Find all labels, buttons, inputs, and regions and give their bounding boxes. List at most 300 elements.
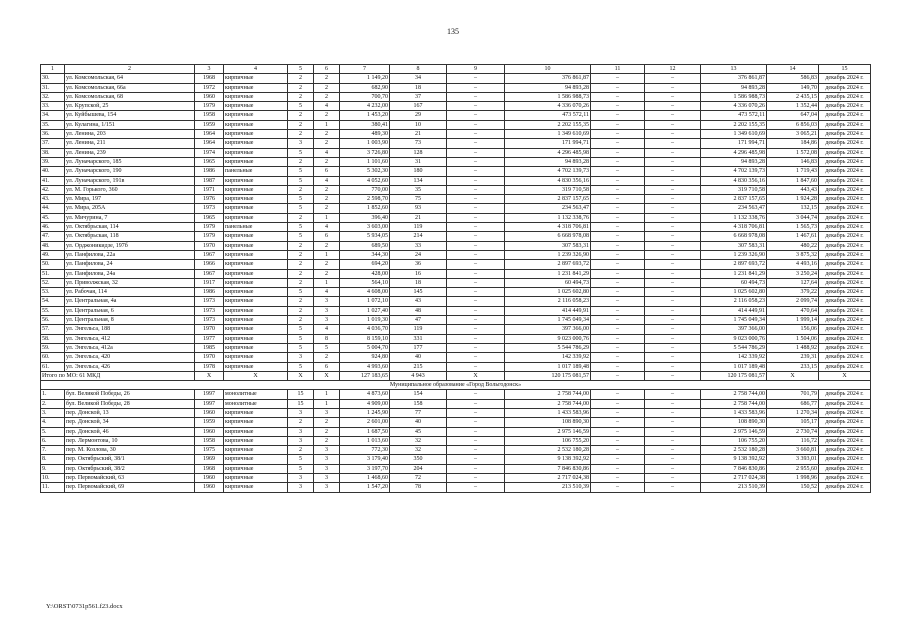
table-cell: 1979 (195, 232, 224, 241)
table-cell: 1 719,43 (767, 167, 819, 176)
table-cell: 1974 (195, 148, 224, 157)
table-cell: – (645, 269, 701, 278)
table-cell: – (591, 325, 645, 334)
table-cell: 2 099,74 (767, 297, 819, 306)
table-cell: – (645, 148, 701, 157)
table-cell: 5 (288, 334, 314, 343)
table-cell: 3 (314, 483, 340, 492)
table-cell: – (645, 213, 701, 222)
table-cell: 2 (288, 111, 314, 120)
table-cell: – (645, 241, 701, 250)
table-cell: 1997 (195, 399, 224, 408)
table-cell: 60. (41, 353, 65, 362)
table-row (41, 241, 871, 250)
table-cell: – (645, 418, 701, 427)
table-cell: 3 065,21 (767, 130, 819, 139)
table-cell: 4 (314, 223, 340, 232)
table-cell: 43. (41, 195, 65, 204)
header-row (41, 65, 871, 74)
table-cell: 1 132 338,76 (505, 213, 591, 222)
section-row (41, 381, 871, 390)
table-cell: 1960 (195, 92, 224, 101)
table-cell: декабрь 2024 г. (819, 232, 871, 241)
table-row (41, 427, 871, 436)
table-cell: 1972 (195, 83, 224, 92)
table-cell: 6 856,03 (767, 120, 819, 129)
table-cell: 1 504,06 (767, 334, 819, 343)
table-body-part2 (41, 390, 871, 492)
table-cell: – (591, 148, 645, 157)
column-header: 1 (41, 65, 65, 74)
table-cell: 39. (41, 157, 65, 166)
table-cell: – (645, 223, 701, 232)
table-cell: ул. Ленина, 239 (65, 148, 195, 157)
table-cell: – (645, 185, 701, 194)
table-row (41, 353, 871, 362)
table-cell: 307 583,31 (505, 241, 591, 250)
table-cell: 57. (41, 325, 65, 334)
table-cell: 48 (390, 306, 447, 315)
table-cell: 3 197,70 (340, 464, 390, 473)
table-cell: 2 (314, 260, 340, 269)
table-cell: 396,40 (340, 213, 390, 222)
table-cell: ул. Панфилова, 24 (65, 260, 195, 269)
footer-file-path: Y:\ORST\0731p561.f23.docx (46, 603, 123, 610)
column-header: 2 (65, 65, 195, 74)
table-cell: – (645, 288, 701, 297)
table-cell: 1 349 610,69 (701, 130, 767, 139)
table-row (41, 167, 871, 176)
table-cell: 2 (288, 83, 314, 92)
table-cell: 1973 (195, 297, 224, 306)
table-cell: 5 (288, 455, 314, 464)
table-cell: – (447, 278, 505, 287)
table-cell: – (591, 334, 645, 343)
table-cell: – (591, 483, 645, 492)
table-cell: 154 (390, 390, 447, 399)
table-cell: ул. Энгельса, 420 (65, 353, 195, 362)
table-cell: 647,04 (767, 111, 819, 120)
table-cell: – (447, 399, 505, 408)
table-row (41, 408, 871, 417)
table-cell: – (447, 102, 505, 111)
table-cell: кирпичные (224, 483, 288, 492)
table-cell: 2 532 180,28 (505, 446, 591, 455)
table-cell: 3 (314, 446, 340, 455)
table-row (41, 148, 871, 157)
table-cell: 1970 (195, 353, 224, 362)
table-cell: кирпичные (224, 74, 288, 83)
table-cell: ул. Центральная, 4а (65, 297, 195, 306)
table-cell: 7 846 830,86 (505, 464, 591, 473)
table-cell: – (447, 464, 505, 473)
table-cell: 2 717 024,38 (505, 474, 591, 483)
table-cell: 45 (390, 427, 447, 436)
table-cell: 4 296 485,98 (505, 148, 591, 157)
total-cell: X (288, 371, 314, 380)
table-cell: 2 116 058,23 (701, 297, 767, 306)
table-cell: декабрь 2024 г. (819, 102, 871, 111)
table-cell: 2 202 155,35 (505, 120, 591, 129)
table-cell: кирпичные (224, 130, 288, 139)
table-cell: 1986 (195, 167, 224, 176)
table-cell: 24 (390, 250, 447, 259)
table-cell: – (447, 455, 505, 464)
table-cell: – (591, 455, 645, 464)
table-cell: – (645, 325, 701, 334)
table-cell: 37 (390, 92, 447, 101)
table-cell: 158 (390, 399, 447, 408)
table-cell: 1968 (195, 464, 224, 473)
table-cell: декабрь 2024 г. (819, 343, 871, 352)
table-cell: 156,06 (767, 325, 819, 334)
table-cell: декабрь 2024 г. (819, 455, 871, 464)
total-cell: X (224, 371, 288, 380)
table-cell: 2 601,00 (340, 418, 390, 427)
table-cell: – (645, 399, 701, 408)
table-cell: 150,52 (767, 483, 819, 492)
table-row (41, 232, 871, 241)
table-cell: 3 (314, 306, 340, 315)
table-cell: 3 (314, 316, 340, 325)
table-cell: – (447, 223, 505, 232)
table-cell: – (645, 353, 701, 362)
table-cell: монолитные (224, 390, 288, 399)
table-cell: пер. Донской, 46 (65, 427, 195, 436)
table-row (41, 195, 871, 204)
table-cell: монолитные (224, 399, 288, 408)
table-cell: 11. (41, 483, 65, 492)
table-body-part1 (41, 74, 871, 372)
table-cell: 105,17 (767, 418, 819, 427)
table-cell: 3 179,40 (340, 455, 390, 464)
table-cell: 1969 (195, 455, 224, 464)
table-cell: 93 (390, 204, 447, 213)
table-cell: 1985 (195, 343, 224, 352)
table-cell: 38. (41, 148, 65, 157)
table-row (41, 92, 871, 101)
total-row-group (41, 371, 871, 390)
table-cell: – (591, 446, 645, 455)
table-cell: 5 (288, 195, 314, 204)
column-header: 8 (390, 65, 447, 74)
table-cell: 2 837 157,65 (701, 195, 767, 204)
table-cell: 1 745 049,34 (701, 316, 767, 325)
table-cell: – (447, 195, 505, 204)
table-cell: кирпичные (224, 362, 288, 371)
table-cell: 94 893,28 (701, 83, 767, 92)
table-cell: 42. (41, 185, 65, 194)
table-cell: 2 (288, 185, 314, 194)
table-cell: 15 (288, 390, 314, 399)
table-cell: 5 (288, 167, 314, 176)
table-cell: декабрь 2024 г. (819, 130, 871, 139)
table-cell: 1 (314, 213, 340, 222)
table-row (41, 297, 871, 306)
table-cell: 4 993,60 (340, 362, 390, 371)
table-cell: 443,43 (767, 185, 819, 194)
table-cell: 119 (390, 223, 447, 232)
table-cell: декабрь 2024 г. (819, 483, 871, 492)
table-cell: – (645, 204, 701, 213)
table-cell: 106 755,20 (505, 436, 591, 445)
table-cell: ул. Орджоникидзе, 197б (65, 241, 195, 250)
table-cell: – (645, 278, 701, 287)
table-cell: кирпичные (224, 455, 288, 464)
table-cell: 2 (314, 204, 340, 213)
table-cell: 1 453,20 (340, 111, 390, 120)
column-header: 9 (447, 65, 505, 74)
table-cell: декабрь 2024 г. (819, 390, 871, 399)
table-cell: – (591, 260, 645, 269)
table-cell: – (447, 446, 505, 455)
table-cell: 4 702 139,73 (505, 167, 591, 176)
table-cell: 214 (390, 232, 447, 241)
table-cell: ул. Крупской, 25 (65, 102, 195, 111)
table-cell: 2 (288, 92, 314, 101)
table-cell: 2 (288, 269, 314, 278)
table-cell: – (645, 167, 701, 176)
table-cell: 4 232,00 (340, 102, 390, 111)
table-cell: пер. Октябрьский, 38/1 (65, 455, 195, 464)
table-cell: ул. Энгельса, 412а (65, 343, 195, 352)
table-cell: декабрь 2024 г. (819, 195, 871, 204)
table-cell: декабрь 2024 г. (819, 316, 871, 325)
table-cell: 1 572,08 (767, 148, 819, 157)
table-cell: 2 (314, 130, 340, 139)
table-cell: кирпичные (224, 408, 288, 417)
table-cell: – (447, 427, 505, 436)
table-cell: кирпичные (224, 334, 288, 343)
table-cell: 3 (288, 408, 314, 417)
table-cell: – (591, 343, 645, 352)
table-cell: 772,30 (340, 446, 390, 455)
table-cell: – (645, 260, 701, 269)
table-cell: кирпичные (224, 316, 288, 325)
table-cell: декабрь 2024 г. (819, 464, 871, 473)
table-cell: 1 239 326,90 (505, 250, 591, 259)
table-cell: кирпичные (224, 213, 288, 222)
table-cell: ул. Мичурина, 7 (65, 213, 195, 222)
table-cell: 7. (41, 446, 65, 455)
table-cell: 16 (390, 269, 447, 278)
table-cell: 119 (390, 325, 447, 334)
table-cell: – (645, 362, 701, 371)
table-cell: 149,70 (767, 83, 819, 92)
table-cell: – (645, 111, 701, 120)
table-cell: декабрь 2024 г. (819, 139, 871, 148)
table-cell: кирпичные (224, 297, 288, 306)
table-cell: кирпичные (224, 288, 288, 297)
table-cell: – (645, 436, 701, 445)
table-cell: 428,00 (340, 269, 390, 278)
table-cell: 4 (314, 148, 340, 157)
table-cell: панельные (224, 167, 288, 176)
table-cell: 6 (314, 232, 340, 241)
table-cell: – (591, 408, 645, 417)
table-cell: 3 875,32 (767, 250, 819, 259)
table-cell: кирпичные (224, 474, 288, 483)
table-cell: ул. Луначарского, 191в (65, 176, 195, 185)
table-cell: 54. (41, 297, 65, 306)
table-cell: – (645, 157, 701, 166)
table-cell: 2 (314, 269, 340, 278)
table-cell: пер. Первомайский, 69 (65, 483, 195, 492)
table-cell: 1959 (195, 120, 224, 129)
table-cell: 60 494,73 (701, 278, 767, 287)
table-cell: 1966 (195, 260, 224, 269)
table-cell: – (645, 455, 701, 464)
table-cell: 307 583,31 (701, 241, 767, 250)
table-row (41, 325, 871, 334)
table-cell: 4. (41, 418, 65, 427)
table-cell: 3 (288, 483, 314, 492)
table-cell: декабрь 2024 г. (819, 241, 871, 250)
table-cell: 9 138 392,92 (505, 455, 591, 464)
table-cell: 9 023 000,76 (701, 334, 767, 343)
table-cell: – (447, 92, 505, 101)
table-cell: 177 (390, 343, 447, 352)
table-cell: 4 873,60 (340, 390, 390, 399)
table-cell: 35 (390, 185, 447, 194)
table-cell: 1965 (195, 157, 224, 166)
table-cell: 2 (288, 120, 314, 129)
table-cell: – (447, 176, 505, 185)
table-cell: 1967 (195, 269, 224, 278)
table-cell: – (447, 390, 505, 399)
table-cell: 4 702 139,73 (701, 167, 767, 176)
table-cell: 1960 (195, 483, 224, 492)
table-cell: – (447, 474, 505, 483)
table-row (41, 102, 871, 111)
table-cell: 1959 (195, 418, 224, 427)
table-cell: кирпичные (224, 269, 288, 278)
table-cell: 6 (314, 167, 340, 176)
table-cell: 2 (288, 306, 314, 315)
table-cell: – (591, 362, 645, 371)
table-cell: 94 893,28 (701, 157, 767, 166)
table-cell: 4 608,00 (340, 288, 390, 297)
table-cell: 2 975 146,59 (701, 427, 767, 436)
table-cell: декабрь 2024 г. (819, 260, 871, 269)
table-cell: ул. Ленина, 211 (65, 139, 195, 148)
table-cell: 3 (314, 464, 340, 473)
table-cell: 2 (288, 130, 314, 139)
table-cell: 52. (41, 278, 65, 287)
table-cell: 376 861,87 (505, 74, 591, 83)
table-cell: 184,86 (767, 139, 819, 148)
table-cell: кирпичные (224, 102, 288, 111)
table-cell: – (645, 446, 701, 455)
table-cell: 1 (314, 278, 340, 287)
table-cell: – (447, 111, 505, 120)
table-cell: 350 (390, 455, 447, 464)
table-cell: 34 (390, 74, 447, 83)
table-cell: – (447, 74, 505, 83)
table-cell: 470,64 (767, 306, 819, 315)
table-cell: кирпичные (224, 250, 288, 259)
table-cell: 5 (288, 223, 314, 232)
table-cell: 2 (288, 316, 314, 325)
table-cell: – (447, 483, 505, 492)
table-cell: – (591, 139, 645, 148)
table-cell: – (591, 157, 645, 166)
table-cell: 5 (288, 325, 314, 334)
total-cell: – (591, 371, 645, 380)
table-cell: 2 (288, 278, 314, 287)
table-cell: кирпичные (224, 446, 288, 455)
table-cell: ул. Комсомольская, 68 (65, 92, 195, 101)
table-cell: декабрь 2024 г. (819, 157, 871, 166)
table-cell: – (591, 399, 645, 408)
table-cell: – (447, 83, 505, 92)
table-cell: 40. (41, 167, 65, 176)
table-cell: – (447, 362, 505, 371)
table-cell: кирпичные (224, 111, 288, 120)
table-cell: – (591, 204, 645, 213)
table-cell: декабрь 2024 г. (819, 83, 871, 92)
table-cell: 9. (41, 464, 65, 473)
table-cell: пер. Лермонтова, 10 (65, 436, 195, 445)
table-cell: ул. Мира, 205А (65, 204, 195, 213)
table-cell: 1 245,90 (340, 408, 390, 417)
table-cell: 3 250,24 (767, 269, 819, 278)
table-cell: 1958 (195, 111, 224, 120)
table-cell: 31 (390, 157, 447, 166)
table-cell: – (591, 353, 645, 362)
table-cell: 4 (314, 288, 340, 297)
table-cell: 78 (390, 483, 447, 492)
total-cell: X (314, 371, 340, 380)
table-row (41, 390, 871, 399)
table-cell: 1 433 583,96 (505, 408, 591, 417)
table-cell: 213 510,39 (505, 483, 591, 492)
table-cell: 32 (390, 436, 447, 445)
table-cell: кирпичные (224, 83, 288, 92)
table-cell: 8 (314, 334, 340, 343)
table-cell: 2. (41, 399, 65, 408)
table-cell: – (447, 185, 505, 194)
table-row (41, 418, 871, 427)
column-header: 6 (314, 65, 340, 74)
table-cell: 128 (390, 148, 447, 157)
table-cell: 48. (41, 241, 65, 250)
table-cell: – (447, 269, 505, 278)
table-row (41, 362, 871, 371)
table-cell: 414 449,91 (505, 306, 591, 315)
table-cell: декабрь 2024 г. (819, 306, 871, 315)
table-cell: 586,83 (767, 74, 819, 83)
table-cell: – (447, 288, 505, 297)
table-cell: – (645, 92, 701, 101)
table-cell: – (645, 250, 701, 259)
table-cell: 331 (390, 334, 447, 343)
table-cell: 6 668 978,08 (505, 232, 591, 241)
table-cell: 1973 (195, 316, 224, 325)
table-cell: 700,70 (340, 92, 390, 101)
table-cell: кирпичные (224, 148, 288, 157)
table-cell: 5 302,30 (340, 167, 390, 176)
table-cell: 1 433 583,96 (701, 408, 767, 417)
table-cell: 1960 (195, 474, 224, 483)
table-cell: 49. (41, 250, 65, 259)
table-cell: ул. Луначарского, 185 (65, 157, 195, 166)
table-cell: 376 861,87 (701, 74, 767, 83)
table-cell: – (645, 74, 701, 83)
table-cell: 770,00 (340, 185, 390, 194)
table-cell: 682,90 (340, 83, 390, 92)
table-cell: кирпичные (224, 306, 288, 315)
